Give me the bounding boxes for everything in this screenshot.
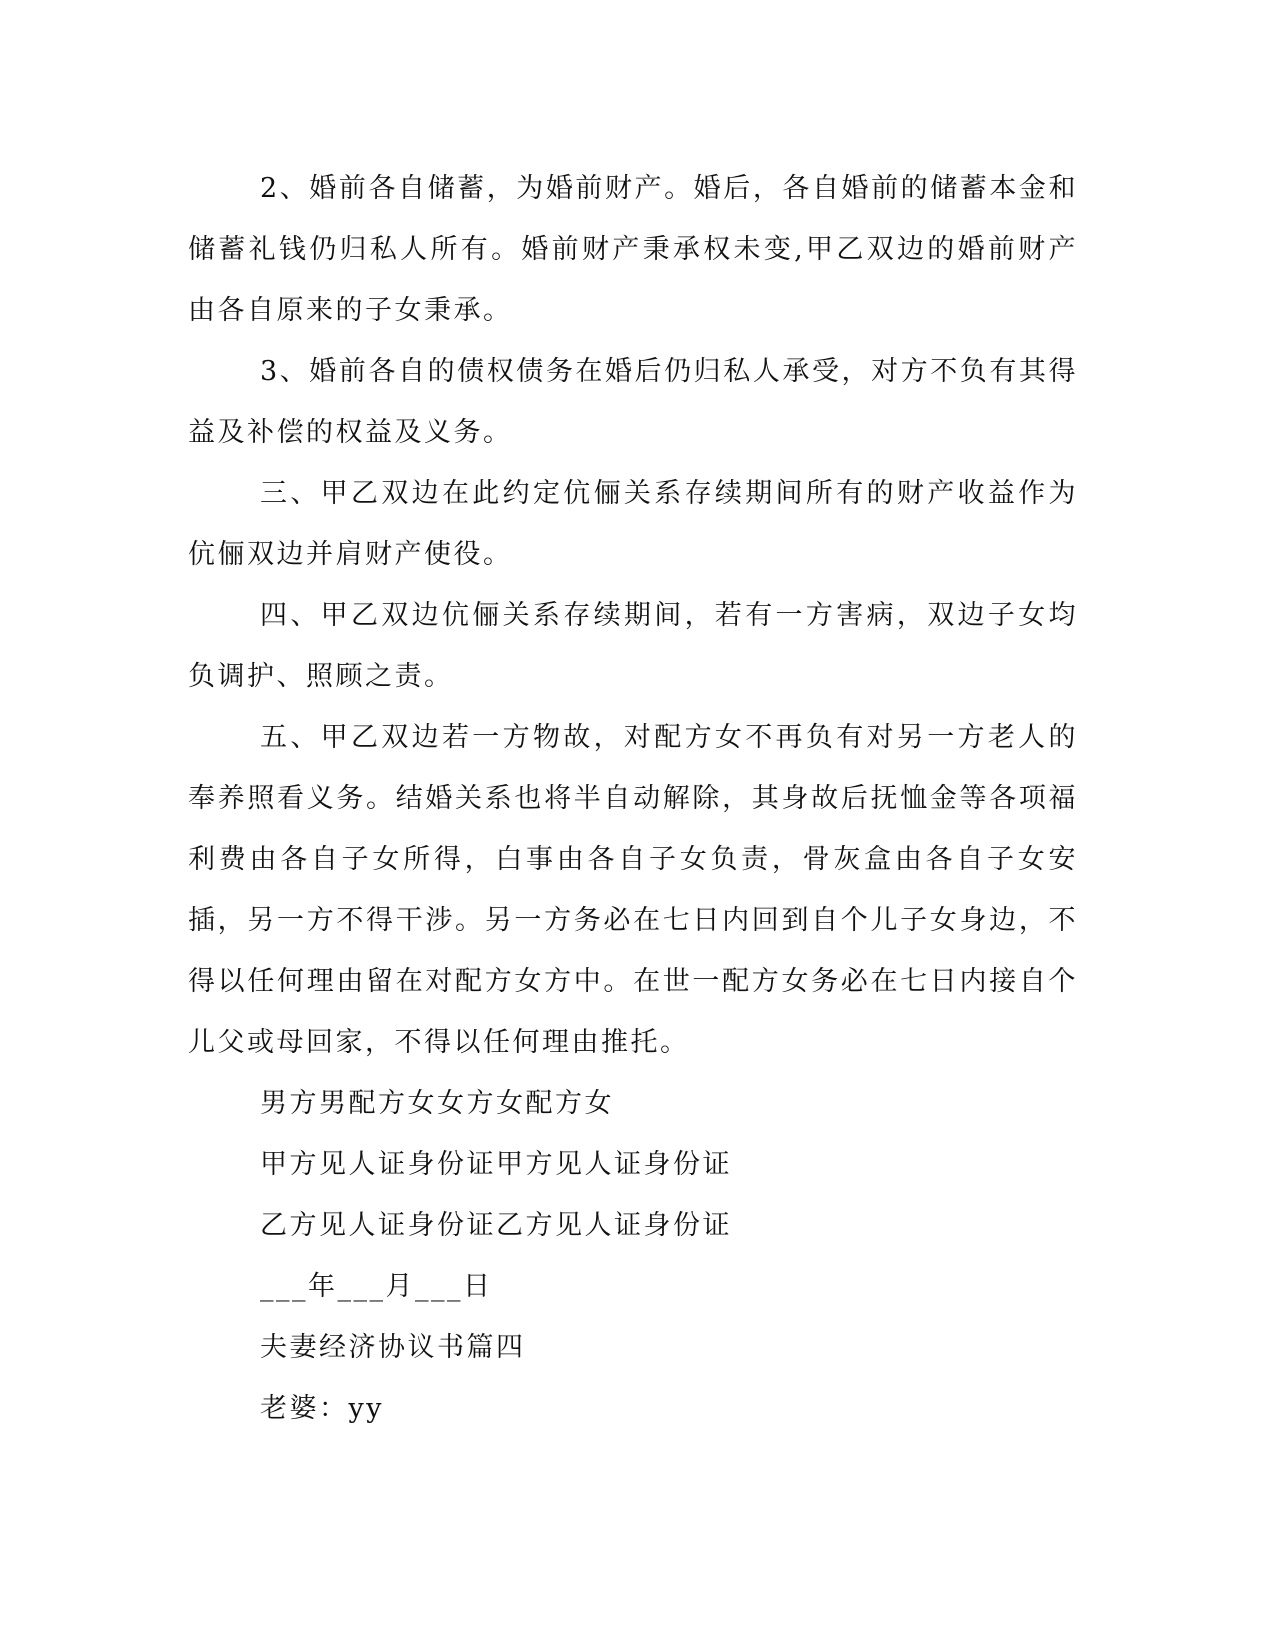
clause-3-debts: 3、婚前各自的债权债务在婚后仍归私人承受，对方不负有其得益及补偿的权益及义务。 (188, 356, 1078, 448)
clause-four-illness-care: 四、甲乙双边伉俪关系存续期间，若有一方害病，双边子女均负调护、照顾之责。 (188, 600, 1078, 692)
wife-name-line: 老婆：yy (260, 1393, 385, 1424)
signature-party-a-witness: 甲方见人证身份证甲方见人证身份证 (260, 1149, 732, 1180)
clause-five-death: 五、甲乙双边若一方物故，对配方女不再负有对另一方老人的奉养照看义务。结婚关系也将半自动解除，其身故后抚恤金等各项福利费由各自子女所得，白事由各自子女负责，骨灰盒由各自子女安插，另一方不得干涉。另一方务必在七日内回到自个儿子女身边，不得以任何理由留在对配方女方中。在世一配方女务必在七日内接自个儿父或母回家，不得以任何理由推托。 (188, 722, 1078, 1058)
clause-2-savings: 2、婚前各自储蓄，为婚前财产。婚后，各自婚前的储蓄本金和储蓄礼钱仍归私人所有。婚前财产秉承权未变,甲乙双边的婚前财产由各自原来的子女秉承。 (188, 173, 1078, 326)
signature-date: ___年___月___日 (260, 1271, 493, 1302)
document-body (188, 158, 1078, 1439)
signature-party-b-witness: 乙方见人证身份证乙方见人证身份证 (260, 1210, 732, 1241)
signature-parties: 男方男配方女女方女配方女 (260, 1088, 614, 1119)
clause-three-joint-property: 三、甲乙双边在此约定伉俪关系存续期间所有的财产收益作为伉俪双边并肩财产使役。 (188, 478, 1078, 570)
section-heading: 夫妻经济协议书篇四 (260, 1332, 526, 1363)
